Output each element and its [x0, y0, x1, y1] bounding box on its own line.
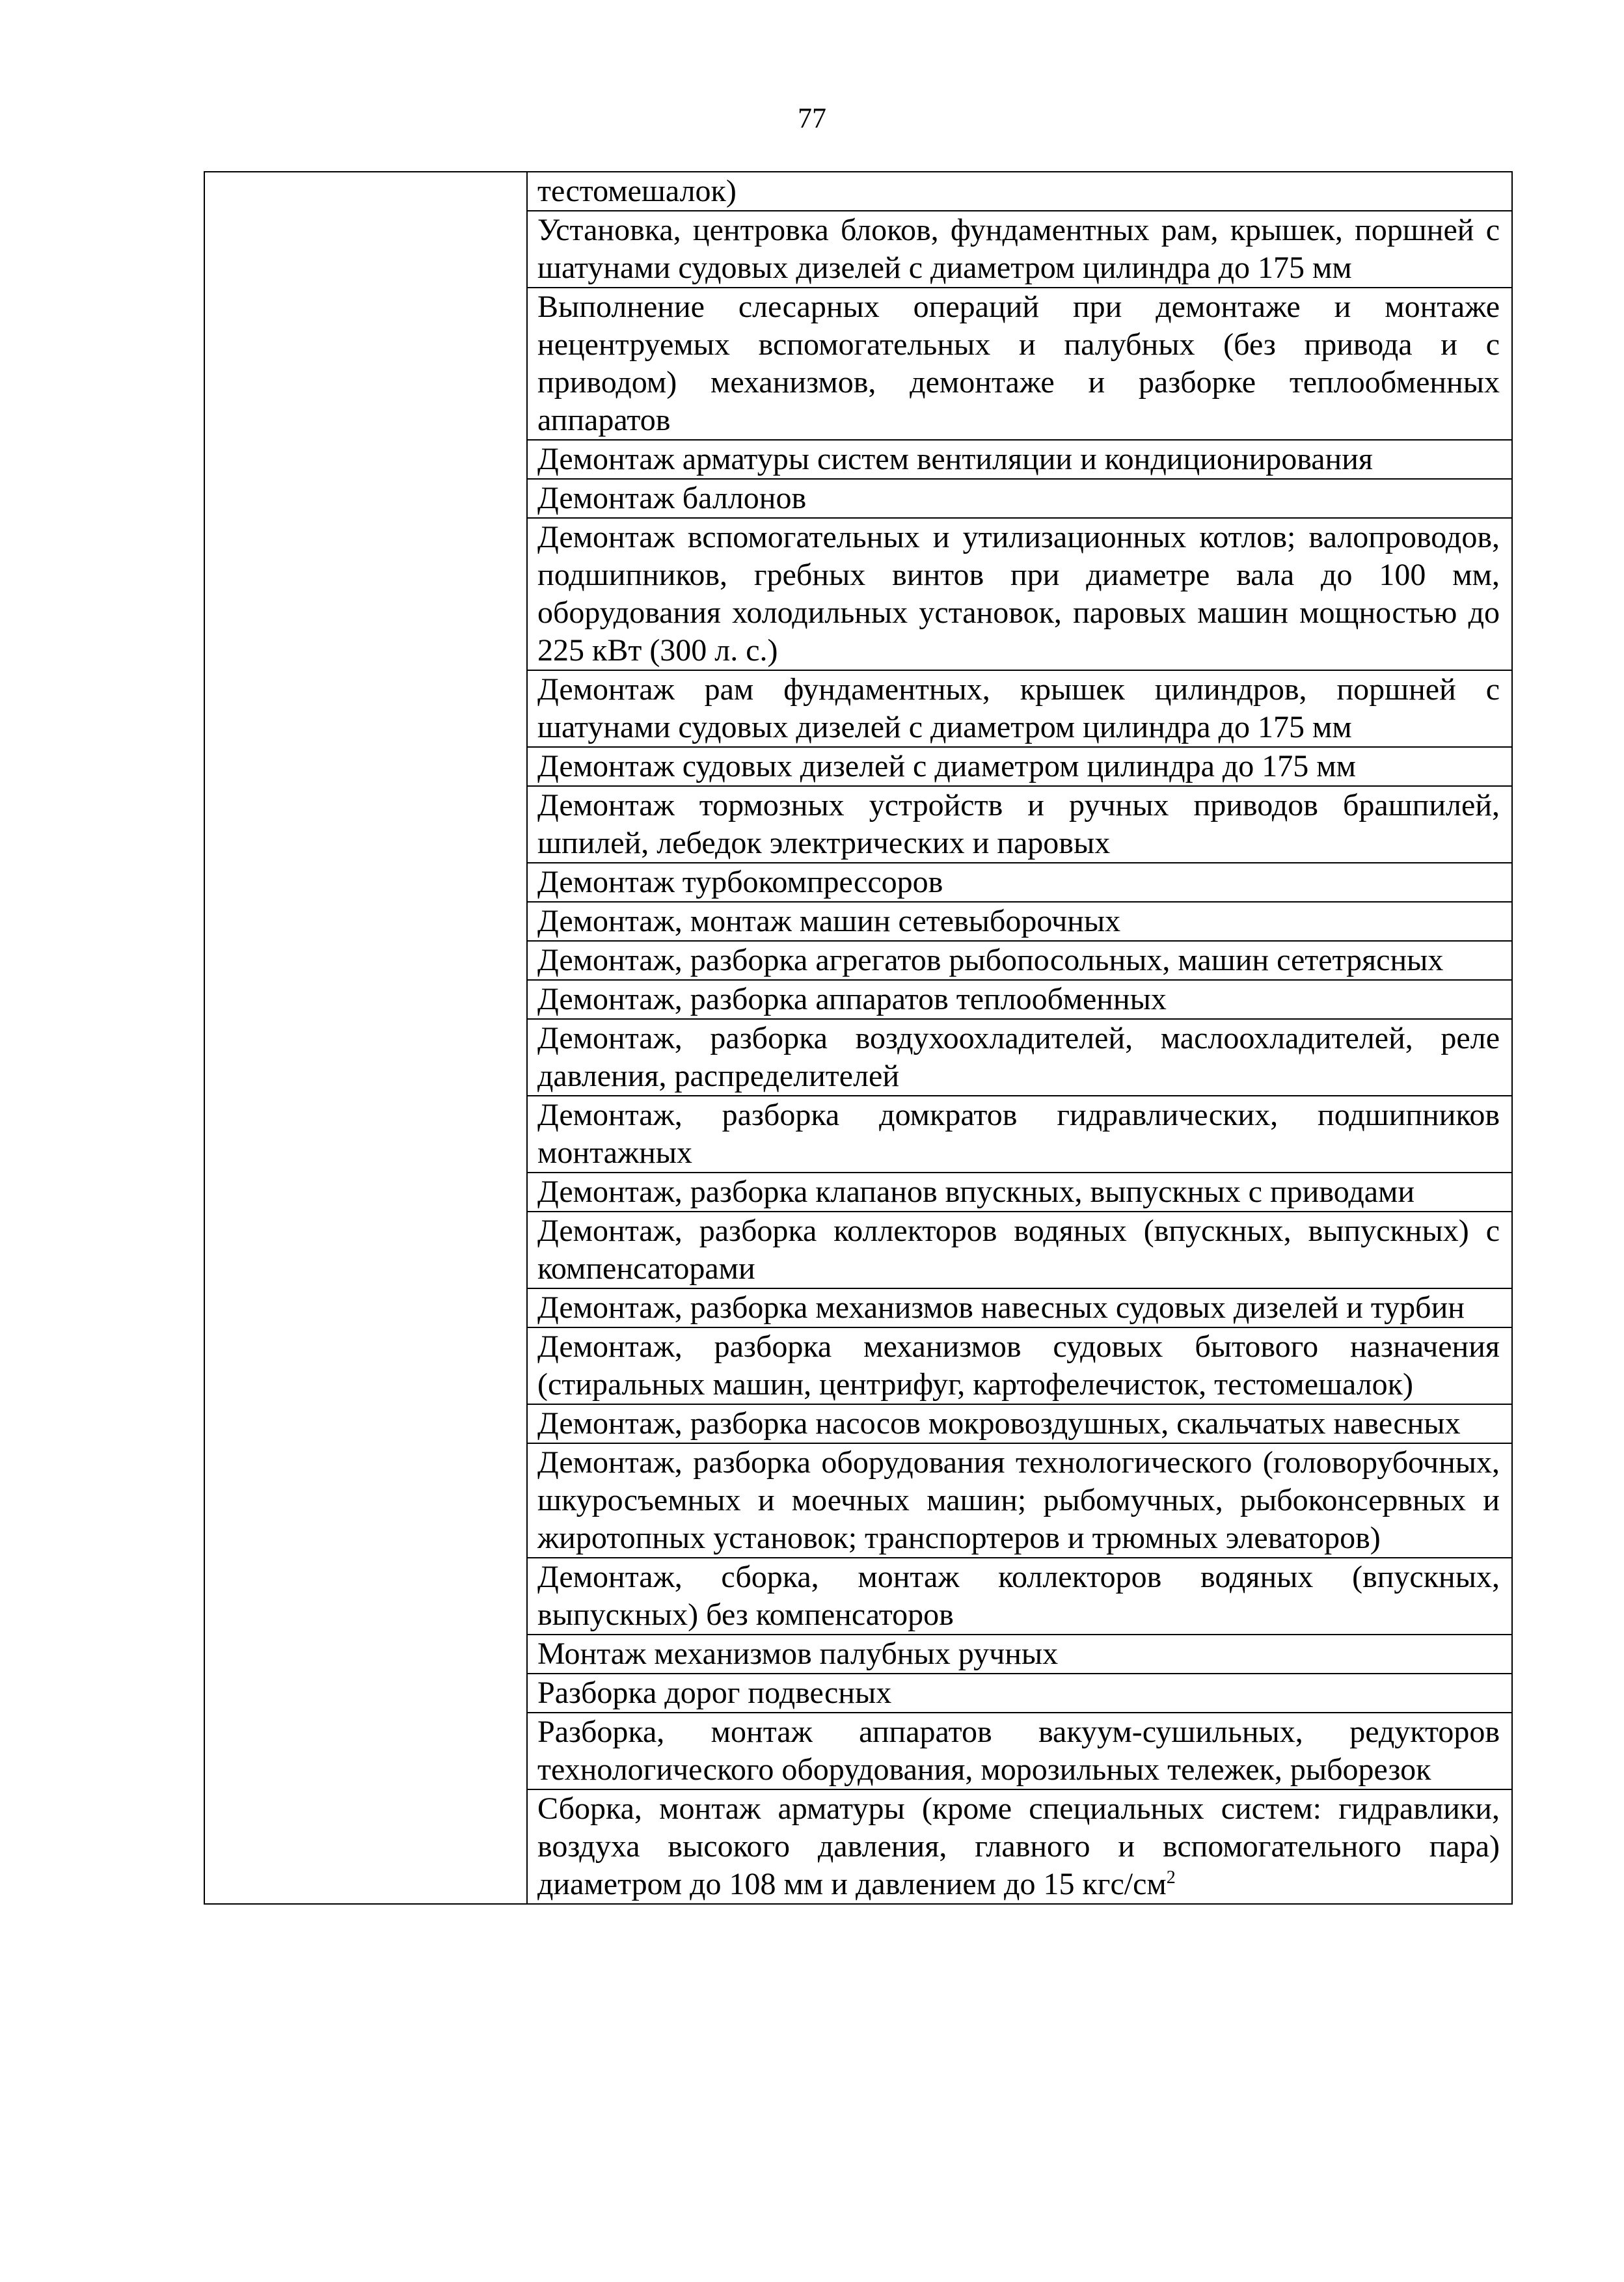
cell-text: Демонтаж тормозных устройств и ручных приводов брашпилей, шпилей, лебедок электрических и паровых — [537, 788, 1500, 860]
cell-text: Демонтаж, разборка насосов мокровоздушных, скальчатых навесных — [537, 1406, 1461, 1441]
table-cell — [527, 518, 1512, 670]
cell-text: Демонтаж, монтаж машин сетевыборочных — [537, 904, 1121, 938]
table-cell — [527, 1674, 1512, 1713]
superscript-exponent: 2 — [1166, 1868, 1176, 1888]
table-cell — [527, 1173, 1512, 1212]
table-cell — [527, 902, 1512, 941]
table-cell — [527, 1635, 1512, 1674]
cell-text: Демонтаж судовых дизелей с диаметром цилиндра до 175 мм — [537, 749, 1357, 783]
cell-text: Демонтаж, разборка коллекторов водяных (впускных, выпускных) с компенсаторами — [537, 1214, 1500, 1286]
table-cell — [527, 941, 1512, 980]
table-cell — [527, 1212, 1512, 1288]
cell-text: Выполнение слесарных операций при демонтаже и монтаже нецентруемых вспомогательных и палубных (без привода и с приводом) механизмов, демонтаже и разборке теплообменных аппаратов — [537, 290, 1500, 437]
table-cell — [527, 1713, 1512, 1789]
table-cell — [527, 1404, 1512, 1443]
cell-text: Демонтаж, разборка механизмов судовых бытового назначения (стиральных машин, центрифуг, картофелечисток, тестомешалок) — [537, 1329, 1500, 1402]
table-cell — [527, 1327, 1512, 1404]
cell-text: Демонтаж арматуры систем вентиляции и кондиционирования — [537, 442, 1373, 476]
cell-text: Демонтаж, разборка клапанов впускных, выпускных с приводами — [537, 1175, 1415, 1209]
cell-text: Демонтаж, разборка воздухоохладителей, маслоохладителей, реле давления, распределителей — [537, 1021, 1500, 1093]
table-cell — [527, 440, 1512, 479]
cell-text: Установка, центровка блоков, фундаментных рам, крышек, поршней с шатунами судовых дизелей с диаметром цилиндра до 175 мм — [537, 213, 1500, 285]
table-cell — [527, 786, 1512, 863]
table-cell — [527, 211, 1512, 288]
table-cell — [527, 863, 1512, 902]
table-row — [204, 172, 1512, 211]
table-cell — [527, 1443, 1512, 1558]
table-cell — [527, 980, 1512, 1019]
cell-text: Демонтаж турбокомпрессоров — [537, 865, 943, 899]
cell-text: Демонтаж вспомогательных и утилизационных котлов; валопроводов, подшипников, гребных винтов при диаметре вала до 100 мм, оборудования холодильных установок, паровых машин мощностью до 225 кВт (300 л. с.) — [537, 520, 1500, 668]
cell-text: Демонтаж, разборка домкратов гидравлических, подшипников монтажных — [537, 1098, 1500, 1170]
table-cell — [527, 288, 1512, 440]
table-cell — [527, 747, 1512, 786]
table-cell — [527, 670, 1512, 747]
work-table — [204, 171, 1513, 1905]
table-cell — [527, 1019, 1512, 1096]
table-cell — [527, 1288, 1512, 1327]
cell-text: Демонтаж, разборка оборудования технологического (головорубочных, шкуросъемных и моечных машин; рыбомучных, рыбоконсервных и жиротопных установок; транспортеров и трюмных элеваторов) — [537, 1445, 1500, 1555]
page-number: 77 — [798, 102, 826, 134]
table-cell — [527, 1789, 1512, 1904]
cell-text: Разборка дорог подвесных — [537, 1676, 892, 1710]
table-cell — [527, 1096, 1512, 1173]
table-cell — [527, 1558, 1512, 1635]
cell-text: Демонтаж, сборка, монтаж коллекторов водяных (впускных, выпускных) без компенсаторов — [537, 1560, 1500, 1632]
cell-text — [528, 1790, 1511, 1903]
cell-text: Демонтаж рам фундаментных, крышек цилиндров, поршней с шатунами судовых дизелей с диаметром цилиндра до 175 мм — [537, 672, 1500, 744]
cell-text: Монтаж механизмов палубных ручных — [537, 1637, 1059, 1671]
empty-left-cell — [204, 172, 527, 1904]
cell-text: Разборка, монтаж аппаратов вакуум-сушильных, редукторов технологического оборудования, морозильных тележек, рыборезок — [537, 1715, 1500, 1787]
cell-text: Демонтаж баллонов — [537, 481, 807, 515]
cell-text: Демонтаж, разборка механизмов навесных судовых дизелей и турбин — [537, 1290, 1465, 1325]
cell-text: Демонтаж, разборка агрегатов рыбопосольных, машин сететрясных — [537, 943, 1444, 977]
cell-text: тестомешалок) — [537, 174, 737, 208]
table-cell — [527, 172, 1512, 211]
cell-text-main: Сборка, монтаж арматуры (кроме специальных систем: гидравлики, воздуха высокого давления, главного и вспомогательного пара) диаметром до 108 мм и давлением до 15 кгс/см — [537, 1791, 1500, 1901]
table-cell — [527, 479, 1512, 518]
cell-text: Демонтаж, разборка аппаратов теплообменных — [537, 982, 1167, 1016]
